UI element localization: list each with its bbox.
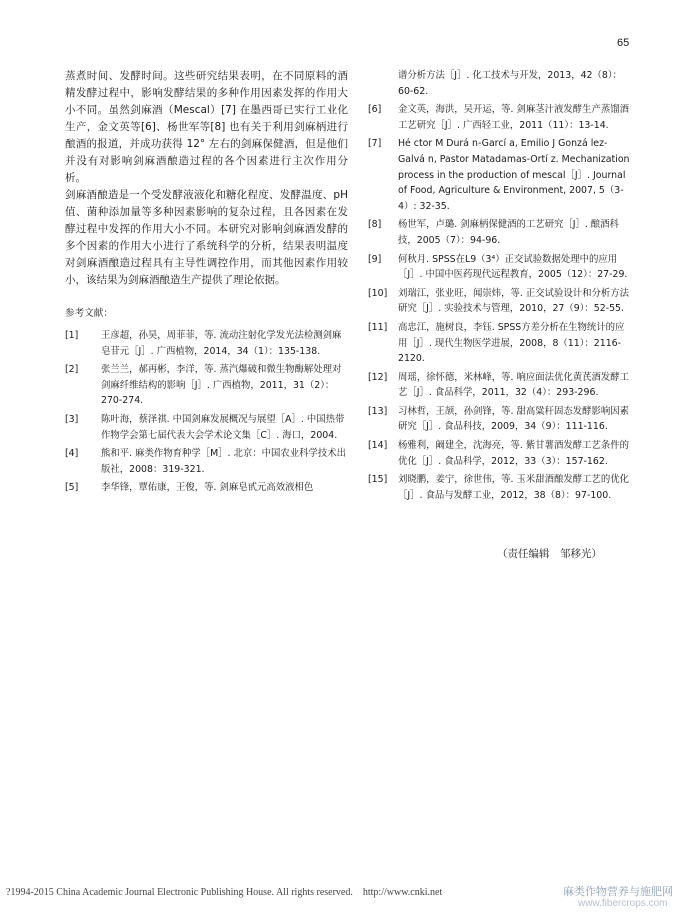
reference-number: [1] xyxy=(65,330,79,341)
reference-text: Hé ctor M Durá n-Garcí a, Emilio J Gonzá lez-Galvá n, Pastor Matadamas-Ortí z. Mechanization process in the production of mescal［J］. Journal of Food, Agriculture & Environment, 2007, 5（3-4）: 32-35. xyxy=(398,138,630,212)
reference-text: 熊和平. 麻类作物育种学［M］. 北京：中国农业科学技术出版社，2008：319-321. xyxy=(101,448,347,475)
reference-number: [15] xyxy=(368,474,388,486)
reference-7 xyxy=(368,136,630,214)
reference-text: 杨雅利，阚建全，沈海亮，等. 紫甘薯酒发酵工艺条件的优化［J］. 食品科学，2012，33（3）：157-162. xyxy=(398,440,629,467)
body-paragraph-2: 剑麻酒酿造是一个受发酵液液化和糖化程度、发酵温度、pH 值、菌种添加量等多种因素影响的复杂过程，且各因素在发酵过程中发挥的作用大小不同。本研究对影响剑麻酒发酵的多个因素的作用大小进行了系统科学的分析，结果表明温度对剑麻酒酿造过程具有主导性调控作用，而其他因素作用较小，该结果为剑麻酒酿造生产提供了理论依据。 xyxy=(65,189,348,286)
reference-number: [13] xyxy=(368,405,388,417)
reference-15 xyxy=(368,472,630,503)
reference-text: 杨世军，卢璐. 剑麻柄保健酒的工艺研究［J］. 酿酒科技，2005（7）：94-96. xyxy=(398,219,619,246)
reference-number: [7] xyxy=(368,138,382,150)
reference-number: [6] xyxy=(368,104,382,116)
editor-note: （责任编辑 邹移光） xyxy=(497,548,602,560)
reference-4 xyxy=(65,446,348,477)
reference-8 xyxy=(368,217,630,248)
reference-text: 高忠江，施树良，李钰. SPSS方差分析在生物统计的应用［J］. 现代生物医学进展，2008，8（11）：2116-2120. xyxy=(398,321,625,365)
reference-number: [9] xyxy=(368,253,382,265)
reference-text: 李华锋，覃佑康，王俊，等. 剑麻皂甙元高效液相色 xyxy=(101,482,314,494)
reference-text: 王彦超，孙昊，周菲菲，等. 流动注射化学发光法检测剑麻皂苷元［J］. 广西植物，2014，34（1）：135-138. xyxy=(101,330,342,357)
reference-number: [4] xyxy=(65,448,79,460)
reference-11 xyxy=(368,320,630,367)
reference-text: 张兰兰，郝再彬，李洋，等. 蒸汽爆破和微生物酶解处理对剑麻纤维结构的影响［J］. 广西植物，2011，31（2）：270-274. xyxy=(101,364,342,407)
watermark-url: www.fibercrops.com xyxy=(578,898,668,909)
reference-text: 周瑶，徐怀德，米林峰，等. 响应面法优化黄芪酒发酵工艺［J］. 食品科学，2011，32（4）：293-296. xyxy=(398,371,629,399)
right-column xyxy=(368,68,630,506)
reference-6 xyxy=(368,102,630,133)
reference-text: 习林哲，王颉，孙剑锋，等. 甜高粱秆固态发酵影响因素研究［J］. 食品科技，2009，34（9）：111-116. xyxy=(398,405,629,433)
left-column xyxy=(65,68,348,499)
reference-text: 谱分析方法［J］. 化工技术与开发，2013，42（8）：60-62. xyxy=(398,70,622,97)
copyright-footer: ?1994-2015 China Academic Journal Electronic Publishing House. All rights reserved. http://www.cnki.net xyxy=(6,887,443,898)
reference-text: 何秋月. SPSS在L9（3⁴）正交试验数据处理中的应用［J］. 中国中医药现代远程教育，2005（12）：27-29. xyxy=(398,253,628,281)
watermark-text: 麻类作物营养与施肥网 xyxy=(563,885,673,898)
page-number: 65 xyxy=(617,37,630,49)
reference-1 xyxy=(65,328,348,359)
reference-12 xyxy=(368,370,630,401)
reference-number: [12] xyxy=(368,371,388,383)
reference-5 xyxy=(65,480,348,496)
reference-2 xyxy=(65,362,348,409)
reference-number: [10] xyxy=(368,287,388,299)
reference-number: [3] xyxy=(65,413,79,425)
reference-text: 刘晓鹏，姜宁，徐世伟，等. 玉米甜酒酿发酵工艺的优化［J］. 食品与发酵工业，2012，38（8）：97-100. xyxy=(398,474,629,501)
reference-text: 刘瑞江，张业旺，闻崇炜，等. 正交试验设计和分析方法研究［J］. 实验技术与管理，2010，27（9）：52-55. xyxy=(398,287,629,315)
reference-text: 金文英，海洪，吴开运，等. 剑麻茎汁液发酵生产蒸馏酒工艺研究［J］. 广西轻工业，2011（11）：13-14. xyxy=(398,104,629,131)
body-text xyxy=(65,68,348,289)
reference-number: [11] xyxy=(368,321,388,333)
reference-number: [8] xyxy=(368,219,382,231)
reference-10 xyxy=(368,286,630,317)
reference-number: [2] xyxy=(65,364,79,376)
reference-text: 陈叶海，蔡泽祺. 中国剑麻发展概况与展望［A］. 中国热带作物学会第七届代表大会学术论文集［C］. 海口，2004. xyxy=(101,413,345,441)
reference-number: [14] xyxy=(368,440,388,452)
reference-3 xyxy=(65,412,348,443)
body-paragraph-1: 蒸煮时间、发酵时间。这些研究结果表明，在不同原料的酒精发酵过程中，影响发酵结果的多种作用因素发挥的作用大小不同。虽然剑麻酒（Mescal）[7] 在墨西哥已实行工业化生产，金文英等[6]、杨世军等[8] 也有关于利用剑麻柄进行酿酒的报道，并成功获得 12° 左右的剑麻保健酒，但是他们并没有对影响剑麻酒酿造过程的各个因素进行主次作用分析。 xyxy=(65,70,348,184)
reference-14 xyxy=(368,438,630,469)
reference-13 xyxy=(368,404,630,435)
reference-5-continued xyxy=(368,68,630,99)
reference-9 xyxy=(368,252,630,283)
references-heading: 参考文献： xyxy=(65,308,113,319)
reference-number: [5] xyxy=(65,482,79,494)
